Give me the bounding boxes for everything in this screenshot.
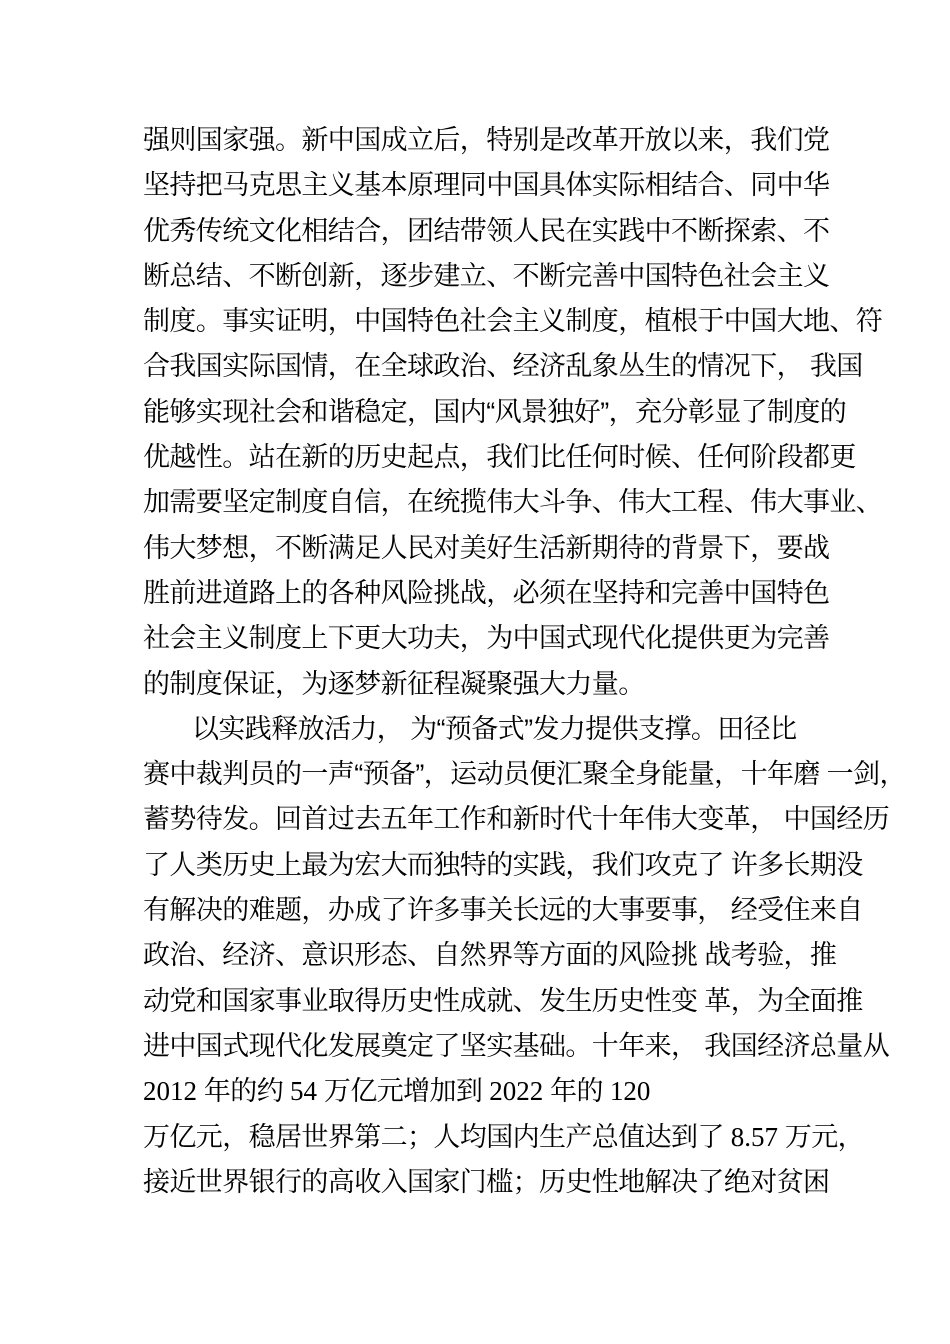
text-line: 断总结、不断创新，逐步建立、不断完善中国特色社会主义 xyxy=(143,260,830,291)
text-line: 伟大梦想，不断满足人民对美好生活新期待的背景下，要战 xyxy=(143,532,830,563)
text-line-paragraph-start: 以实践释放活力， 为“预备式”发力提供支撑。田径比 xyxy=(192,713,797,744)
text-line: 动党和国家事业取得历史性成就、发生历史性变 革，为全面推 xyxy=(143,985,863,1016)
text-line: 胜前进道路上的各种风险挑战，必须在坚持和完善中国特色 xyxy=(143,577,830,608)
text-line: 有解决的难题，办成了许多事关长远的大事要事， 经受住来自 xyxy=(143,895,863,926)
text-line: 进中国式现代化发展奠定了坚实基础。十年来， 我国经济总量从 xyxy=(143,1030,890,1061)
text-line: 赛中裁判员的一声“预备”，运动员便汇聚全身能量，十年磨 一剑， xyxy=(143,759,906,790)
text-line: 合我国实际国情，在全球政治、经济乱象丛生的情况下， 我国 xyxy=(143,351,863,382)
text-line: 强则国家强。新中国成立后，特别是改革开放以来，我们党 xyxy=(143,125,830,155)
text-line: 优越性。站在新的历史起点，我们比任何时候、任何阶段都更 xyxy=(143,442,856,473)
text-line: 能够实现社会和谐稳定，国内“风景独好”，充分彰显了制度的 xyxy=(143,396,847,427)
text-line: 加需要坚定制度自信，在统揽伟大斗争、伟大工程、伟大事业、 xyxy=(143,487,883,518)
text-line: 蓄势待发。回首过去五年工作和新时代十年伟大变革， 中国经历 xyxy=(143,804,890,835)
text-line: 2012 年的约 54 万亿元增加到 2022 年的 120 xyxy=(143,1076,651,1107)
text-line: 社会主义制度上下更大功夫，为中国式现代化提供更为完善 xyxy=(143,623,830,654)
document-text-block xyxy=(143,118,906,1205)
text-line: 制度。事实证明，中国特色社会主义制度，植根于中国大地、符 xyxy=(143,306,883,337)
text-line: 政治、经济、意识形态、自然界等方面的风险挑 战考验，推 xyxy=(143,940,837,971)
text-line: 了人类历史上最为宏大而独特的实践，我们攻克了 许多长期没 xyxy=(143,849,863,880)
text-line: 接近世界银行的高收入国家门槛；历史性地解决了绝对贫困 xyxy=(143,1166,830,1197)
text-line: 优秀传统文化相结合，团结带领人民在实践中不断探索、不 xyxy=(143,215,830,246)
text-line: 万亿元，稳居世界第二；人均国内生产总值达到了 8.57 万元， xyxy=(143,1121,865,1152)
text-line-paragraph-end: 的制度保证，为逐梦新征程凝聚强大力量。 xyxy=(143,668,645,699)
text-line: 坚持把马克思主义基本原理同中国具体实际相结合、同中华 xyxy=(143,170,830,201)
